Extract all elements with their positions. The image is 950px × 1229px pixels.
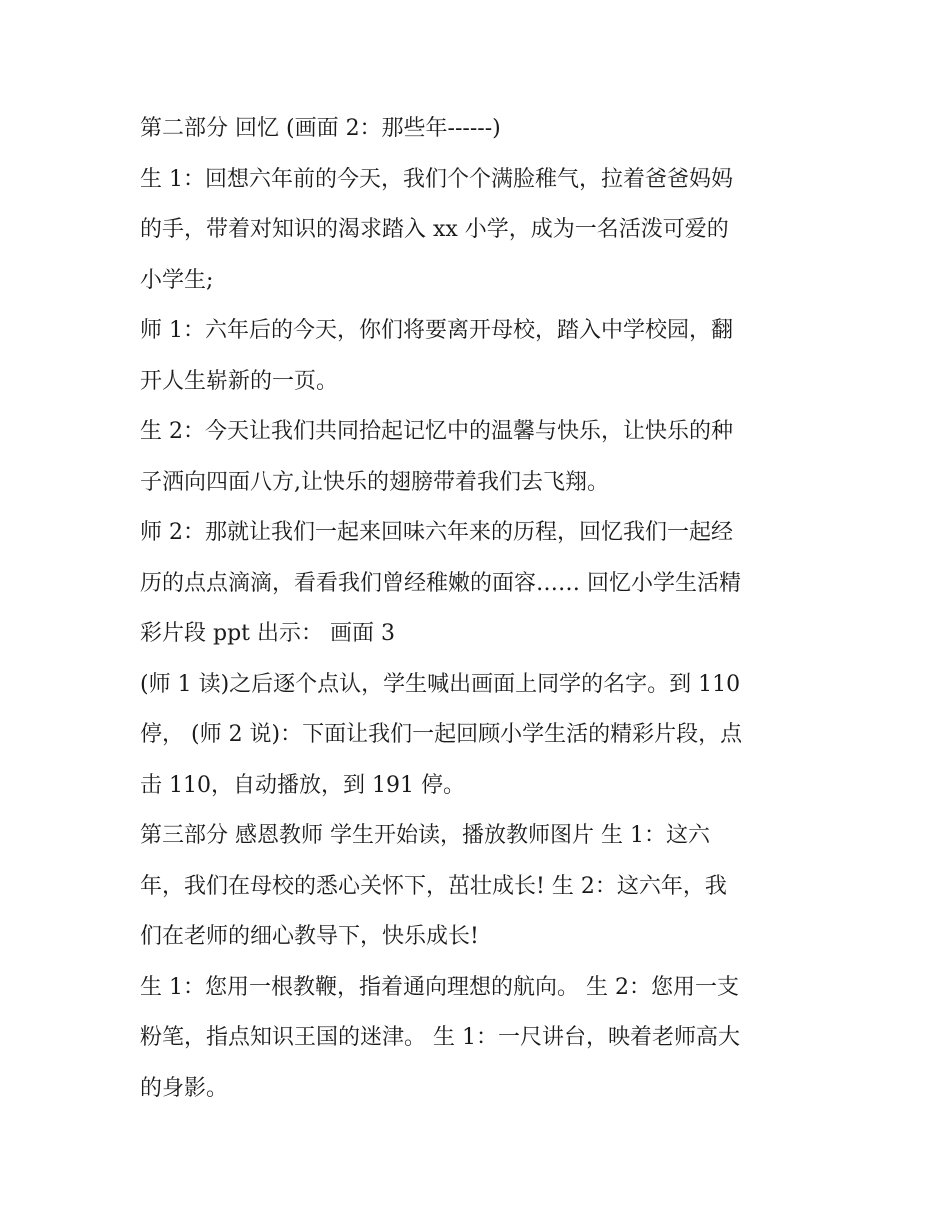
text-line: 第三部分 感恩教师 学生开始读，播放教师图片 生 1：这六 [140,823,710,848]
text-line: 的身影。 [140,1075,229,1101]
text-line: 们在老师的细心教导下，快乐成长! [140,924,479,949]
text-line: 子洒向四面八方,让快乐的翅膀带着我们去飞翔。 [140,469,609,495]
text-line: 击 110，自动播放，到 191 停。 [140,772,465,798]
text-line: 师 1：六年后的今天，你们将要离开母校，踏入中学校园，翻 [140,318,733,343]
text-line: 彩片段 ppt 出示： 画面 3 [140,621,395,646]
text-line: 的手，带着对知识的渴求踏入 xx 小学，成为一名活泼可爱的 [140,217,729,242]
text-line: 停， (师 2 说)：下面让我们一起回顾小学生活的精彩片段，点 [140,722,743,747]
document-body [140,104,820,1114]
text-line: 开人生崭新的一页。 [140,368,339,394]
text-line: 历的点点滴滴，看看我们曾经稚嫩的面容…… 回忆小学生活精 [140,570,741,596]
text-line: 粉笔，指点知识王国的迷津。 生 1：一尺讲台，映着老师高大 [140,1025,740,1050]
text-line: 第二部分 回忆 (画面 2：那些年------) [140,116,501,141]
text-line: 生 1：回想六年前的今天，我们个个满脸稚气，拉着爸爸妈妈 [140,166,733,192]
text-line: (师 1 读)之后逐个点认，学生喊出画面上同学的名字。到 110 [140,671,741,697]
text-line: 小学生; [140,267,214,293]
text-line: 生 1：您用一根教鞭，指着通向理想的航向。 生 2：您用一支 [140,974,739,1000]
text-line: 生 2：今天让我们共同拾起记忆中的温馨与快乐，让快乐的种 [140,419,733,444]
text-line: 师 2：那就让我们一起来回味六年来的历程，回忆我们一起经 [140,520,733,545]
text-line: 年，我们在母校的悉心关怀下，茁壮成长! 生 2：这六年，我 [140,873,727,899]
